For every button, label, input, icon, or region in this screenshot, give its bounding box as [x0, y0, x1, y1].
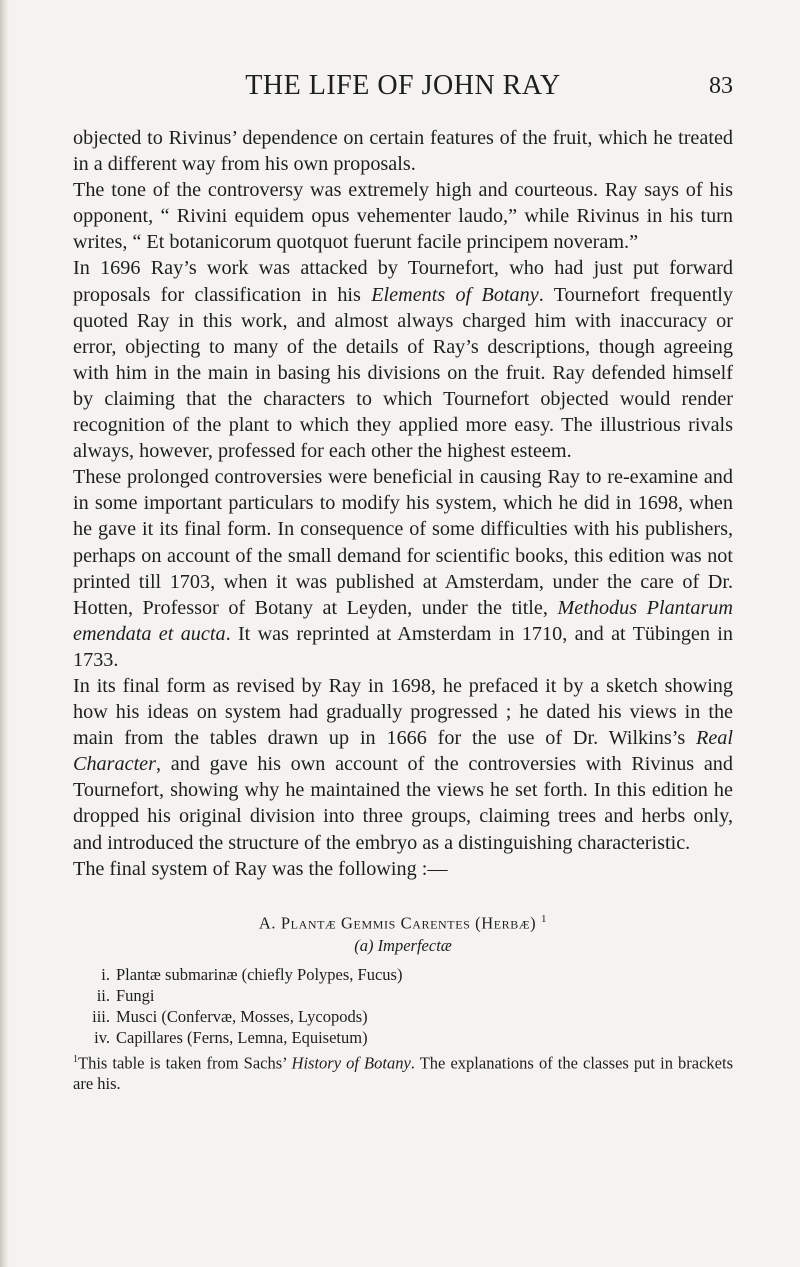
- paragraph-4-text-b: . It was reprinted at Amsterdam in 1710, and at Tübingen in 1733.: [73, 622, 733, 671]
- book-spine-shadow: [0, 0, 9, 1267]
- book-title-methodus: Methodus Plantarum emendata et aucta: [73, 596, 733, 645]
- paragraph-5-text-b: , and gave his own account of the controversies with Rivinus and Tournefort, showing why he maintained the views he set forth. In this edition he dropped his original division into three groups, claiming trees and herbs only, and introduced the structure of the embryo as a distinguishing characteristic.: [73, 753, 733, 854]
- paragraph-3: [73, 255, 733, 464]
- classification-row: [73, 1027, 733, 1048]
- footnote-text-b: . The explanations of the classes put in brackets are his.: [73, 1053, 734, 1093]
- row-number: i.: [101, 965, 110, 985]
- paragraph-3-text-a: In 1696 Ray’s work was attacked by Tournefort, who had just put forward proposals for classification in his: [73, 257, 733, 306]
- paragraph-2: The tone of the controversy was extremely high and courteous. Ray says of his opponent, “ Rivini equidem opus vehementer laudo,” while Rivinus in his turn writes, “ Et botanicorum quotquot fuerunt facile principem noveram.”: [73, 179, 733, 254]
- page-title: THE LIFE OF JOHN RAY: [245, 70, 561, 101]
- footnote-text-a: This table is taken from Sachs’: [78, 1053, 287, 1073]
- row-text: Musci (Confervæ, Mosses, Lycopods): [116, 1007, 368, 1027]
- footnote-book-title: History of Botany: [291, 1053, 411, 1073]
- classification-row: [73, 985, 733, 1006]
- running-header: [73, 70, 733, 110]
- row-text: Fungi: [116, 986, 155, 1006]
- classification-row: [73, 964, 733, 985]
- row-number: iv.: [94, 1028, 110, 1048]
- paragraph-3-text-b: . Tournefort frequently quoted Ray in this work, and almost always charged him with inaccuracy or error, objecting to many of the details of Ray’s descriptions, though agreeing with him in the main in basing his divisions on the fruit. Ray defended himself by claiming that the characters to which Tournefort objected would render recognition of the plant to which they applied more easy. The illustrious rivals always, however, professed for each other the highest esteem.: [73, 283, 733, 463]
- body-text: [73, 125, 733, 882]
- footnote-number: 1: [73, 1054, 78, 1066]
- book-title-elements-of-botany: Elements of Botany: [371, 283, 539, 306]
- classification-row: [73, 1006, 733, 1027]
- paragraph-4-text-a: These prolonged controversies were beneficial in causing Ray to re-examine and in some important particulars to modify his system, which he did in 1698, when he gave it its final form. In consequence of some difficulties with his publishers, perhaps on account of the small demand for scientific books, this edition was not printed till 1703, when it was published at Amsterdam, under the care of Dr. Hotten, Professor of Botany at Leyden, under the title,: [73, 466, 733, 619]
- row-number: iii.: [92, 1007, 110, 1027]
- row-number: ii.: [96, 986, 110, 1006]
- paragraph-5: [73, 673, 733, 856]
- page-number: 83: [709, 73, 733, 99]
- paragraph-6: The final system of Ray was the following :—: [73, 857, 448, 880]
- paragraph-1: objected to Rivinus’ dependence on certain features of the fruit, which he treated in a different way from his own proposals.: [73, 127, 733, 176]
- book-page: [73, 70, 733, 1094]
- paragraph-4: [73, 464, 733, 673]
- row-text: Plantæ submarinæ (chiefly Polypes, Fucus): [116, 965, 403, 985]
- footnote: [73, 1050, 733, 1094]
- classification-subheading: (a) Imperfectæ: [354, 936, 452, 956]
- book-title-real-character: Real Character: [73, 727, 733, 776]
- classification-rows: [73, 964, 733, 1048]
- row-text: Capillares (Ferns, Lemna, Equisetum): [116, 1028, 368, 1048]
- paragraph-5-text-a: In its final form as revised by Ray in 1698, he prefaced it by a sketch showing how his ideas on system had gradually progressed ; he dated his views in the main from the tables drawn up in 1666 for the use of Dr. Wilkins’s: [73, 674, 733, 750]
- footnote-marker: 1: [540, 912, 548, 925]
- classification-table: [73, 909, 733, 1094]
- classification-heading: A. Plantæ Gemmis Carentes (Herbæ) $^1$: [258, 912, 548, 933]
